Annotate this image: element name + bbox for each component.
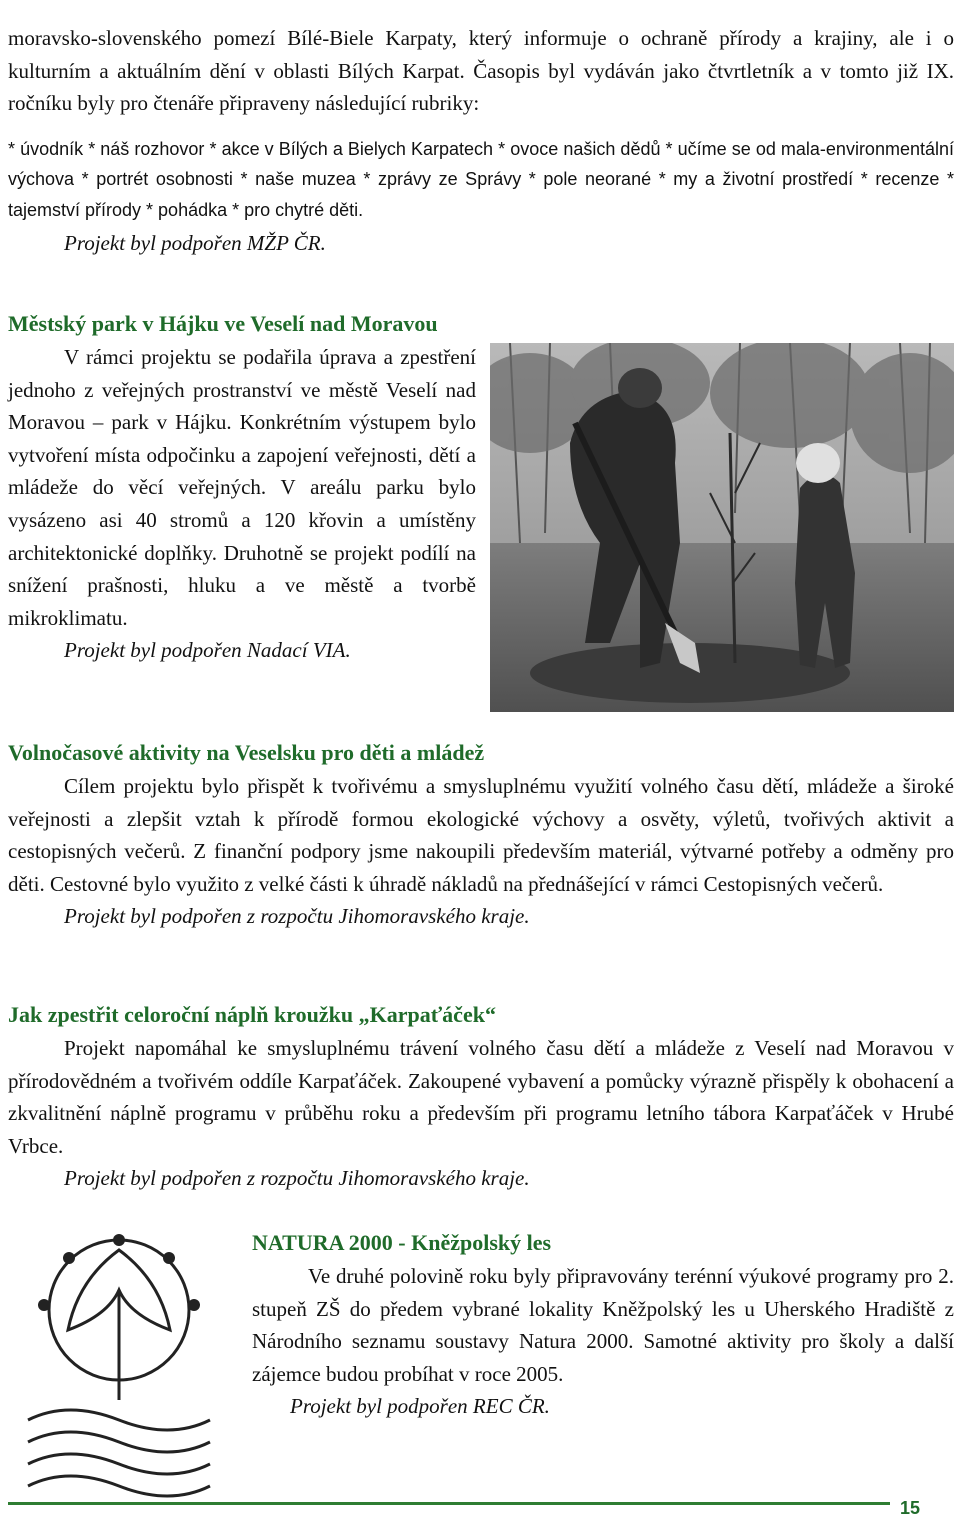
- section-volnocasove: [8, 770, 954, 933]
- section-natura: [252, 1260, 954, 1423]
- section-park: [8, 341, 476, 667]
- photo-illustration: [490, 343, 954, 712]
- tree-planting-photo: [490, 343, 954, 712]
- section-volnocasove-credit: Projekt byl podpořen z rozpočtu Jihomoravského kraje.: [64, 904, 530, 929]
- section-heading-park: Městský park v Hájku ve Veselí nad Moravou: [8, 311, 438, 336]
- section-heading-volnocasove: Volnočasové aktivity na Veselsku pro děti a mládež: [8, 740, 485, 765]
- section-natura-credit: Projekt byl podpořen REC ČR.: [290, 1394, 550, 1419]
- section-volnocasove-body: Cílem projektu bylo přispět k tvořivému a smysluplnému využití volného času dětí, mládeže a široké veřejnosti a zlepšit vztah k přírodě formou ekologické výchovy a osvěty, výletů, tvořivých aktivit a cestopisných večerů. Z finanční podpory jsme nakoupili především materiál, výtvarné potřeby a odměny pro děti. Cestovné bylo využito z velké části k úhradě nákladů na přednášející v rámci Cestopisných večerů.: [8, 774, 954, 896]
- footer-rule: [8, 1502, 890, 1505]
- section-heading-karpatacek: Jak zpestřit celoroční náplň kroužku „Karpaťáček“: [8, 1002, 496, 1027]
- page-number: 15: [900, 1498, 921, 1518]
- section-karpatacek-credit: Projekt byl podpořen z rozpočtu Jihomoravského kraje.: [64, 1166, 530, 1191]
- logo-illustration: [8, 1220, 230, 1510]
- intro-paragraph: moravsko-slovenského pomezí Bílé-Biele Karpaty, který informuje o ochraně přírody a krajiny, ale i o kulturním a aktuálním dění v oblasti Bílých Karpat. Časopis byl vydáván jako čtvrtletník a v tomto již IX. ročníku byly pro čtenáře připraveny následující rubriky:: [8, 26, 954, 116]
- section-park-body: V rámci projektu se podařila úprava a zpestření jednoho z veřejných prostranství ve městě Veselí nad Moravou – park v Hájku. Konkrétním výstupem bylo vytvoření místa odpočinku a zapojení veřejnosti, dětí a mládeže do věcí veřejných. V areálu parku bylo vysázeno asi 40 stromů a 120 křovin a umístěny architektonické doplňky. Druhotně se projekt podílí na snížení prašnosti, hluku a ve městě a tvorbě mikroklimatu.: [8, 345, 476, 630]
- section-karpatacek: [8, 1032, 954, 1195]
- natura-tree-logo: [8, 1220, 230, 1510]
- rubriky-list: * úvodník * náš rozhovor * akce v Bílých a Bielych Karpatech * ovoce našich dědů * učíme se od mala-environmentální výchova * portrét osobnosti * naše muzea * zprávy ze Správy * pole neorané * my a životní prostředí * recenze * tajemství přírody * pohádka * pro chytré děti.: [8, 138, 954, 220]
- section-park-credit: Projekt byl podpořen Nadací VIA.: [64, 638, 351, 663]
- intro-credit: Projekt byl podpořen MŽP ČR.: [64, 231, 326, 256]
- section-natura-body: Ve druhé polovině roku byly připravovány terénní výukové programy pro 2. stupeň ZŠ do předem vybrané lokality Kněžpolský les u Uherského Hradiště z Národního seznamu soustavy Natura 2000. Samotné aktivity pro školy a další zájemce budou probíhat v roce 2005.: [252, 1264, 954, 1386]
- section-karpatacek-body: Projekt napomáhal ke smysluplnému trávení volného času dětí a mládeže z Veselí nad Moravou v přírodovědném a tvořivém oddíle Karpaťáček. Zakoupené vybavení a pomůcky výrazně přispěly k obohacení a zkvalitnění náplně programu v průběhu roku a především při programu letního tábora Karpaťáček v Hrubé Vrbce.: [8, 1036, 954, 1158]
- section-heading-natura: NATURA 2000 - Kněžpolský les: [252, 1230, 552, 1255]
- intro-block: [8, 22, 954, 260]
